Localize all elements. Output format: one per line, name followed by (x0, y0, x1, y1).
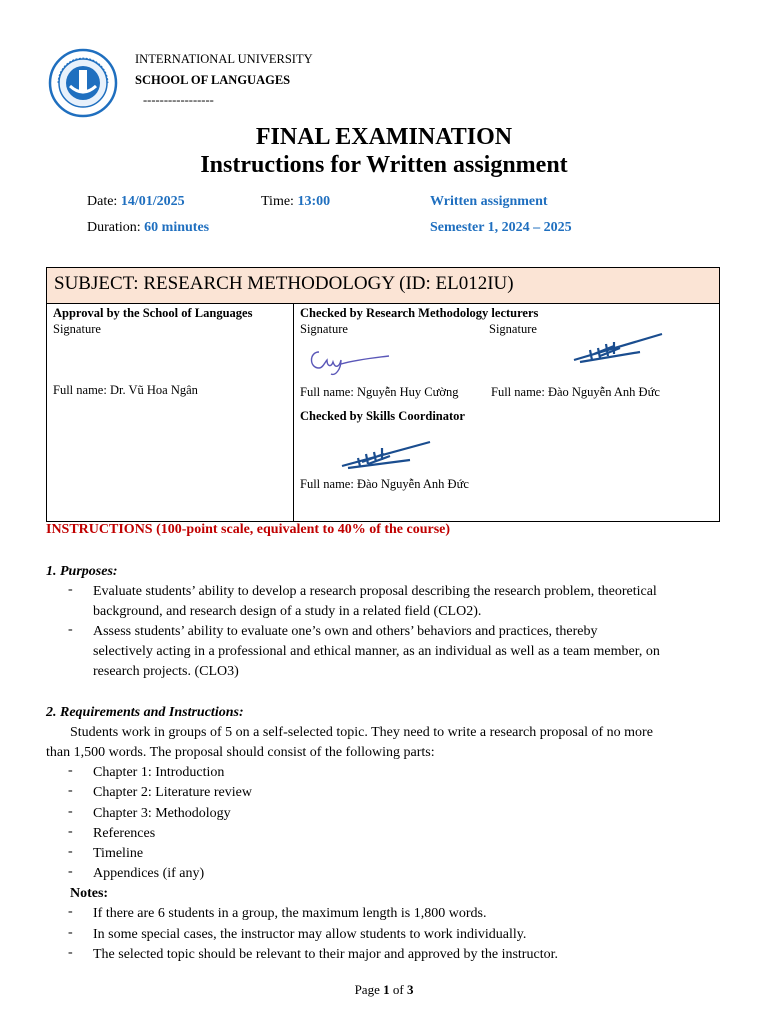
table-divider (293, 304, 294, 522)
part-bullet: - (68, 804, 73, 819)
page-number: 1 (383, 982, 390, 997)
subject-heading: SUBJECT: RESEARCH METHODOLOGY (ID: EL012IU) (46, 267, 720, 304)
purpose-2-line3: research projects. (CLO3) (93, 664, 239, 679)
purpose-2-line2: selectively acting in a professional and ethical manner, as an individual as well as a team member, on (93, 644, 660, 659)
university-logo (48, 48, 118, 118)
school-approval-heading: Approval by the School of Languages (53, 306, 253, 320)
lecturer2-fullname: Full name: Đào Nguyễn Anh Đức (491, 385, 660, 399)
page-word: Page (354, 982, 384, 997)
exam-date (87, 194, 185, 210)
exam-time (261, 194, 330, 210)
part-bullet: - (68, 783, 73, 798)
exam-title: FINAL EXAMINATION (255, 124, 513, 150)
purpose-bullet: - (68, 622, 73, 637)
part-item: Chapter 3: Methodology (93, 806, 231, 821)
instructions-heading: INSTRUCTIONS (100-point scale, equivalent to 40% of the course) (46, 522, 451, 537)
note-bullet: - (68, 925, 73, 940)
page-total: 3 (406, 982, 414, 997)
exam-duration (87, 220, 209, 236)
school-signature-label: Signature (53, 322, 101, 336)
coordinator-signature (338, 436, 433, 472)
time-value: 13:00 (297, 194, 331, 209)
time-label: Time: (261, 194, 298, 209)
coordinator-heading: Checked by Skills Coordinator (300, 409, 465, 423)
requirements-intro-line2: than 1,500 words. The proposal should consist of the following parts: (46, 745, 435, 760)
university-name: INTERNATIONAL UNIVERSITY (135, 52, 313, 66)
assignment-type: Written assignment (430, 194, 548, 209)
note-item: The selected topic should be relevant to their major and approved by the instructor. (93, 947, 558, 962)
lecturer1-fullname: Full name: Nguyễn Huy Cường (300, 385, 459, 399)
purposes-heading: 1. Purposes: (46, 564, 118, 579)
purpose-2-line1: Assess students’ ability to evaluate one’s own and others’ behaviors and practices, thereby (93, 624, 598, 639)
semester: Semester 1, 2024 – 2025 (430, 220, 572, 235)
school-fullname: Full name: Dr. Vũ Hoa Ngân (53, 383, 198, 397)
part-item: Appendices (if any) (93, 866, 205, 881)
note-item: In some special cases, the instructor may allow students to work individually. (93, 927, 527, 942)
date-label: Date: (87, 194, 121, 209)
note-bullet: - (68, 945, 73, 960)
part-item: Chapter 2: Literature review (93, 785, 252, 800)
purpose-bullet: - (68, 582, 73, 597)
part-bullet: - (68, 763, 73, 778)
date-value: 14/01/2025 (120, 194, 185, 209)
lecturers-heading: Checked by Research Methodology lecturers (300, 306, 539, 320)
duration-value: 60 minutes (144, 220, 210, 235)
header-separator: ----------------- (143, 93, 214, 107)
exam-subtitle: Instructions for Written assignment (200, 152, 568, 178)
purpose-1-line1: Evaluate students’ ability to develop a research proposal describing the research problem, theoretical (93, 584, 657, 599)
purpose-1-line2: background, and research design of a study in a related field (CLO2). (93, 604, 482, 619)
lecturer1-signature-label: Signature (300, 322, 348, 336)
school-name: SCHOOL OF LANGUAGES (135, 73, 291, 87)
lecturer2-signature-label: Signature (489, 322, 537, 336)
coordinator-fullname: Full name: Đào Nguyễn Anh Đức (300, 477, 469, 491)
requirements-intro-line1: Students work in groups of 5 on a self-selected topic. They need to write a research proposal of no more (70, 725, 653, 740)
note-item: If there are 6 students in a group, the maximum length is 1,800 words. (93, 906, 487, 921)
duration-label: Duration: (87, 220, 145, 235)
requirements-heading: 2. Requirements and Instructions: (46, 705, 244, 720)
note-bullet: - (68, 904, 73, 919)
notes-label: Notes: (70, 886, 109, 901)
part-bullet: - (68, 864, 73, 879)
lecturer1-signature (305, 346, 395, 378)
of-word: of (389, 982, 407, 997)
part-bullet: - (68, 844, 73, 859)
part-bullet: - (68, 824, 73, 839)
part-item: Timeline (93, 846, 144, 861)
page-footer (0, 982, 768, 998)
part-item: References (93, 826, 156, 841)
lecturer2-signature (570, 330, 665, 366)
part-item: Chapter 1: Introduction (93, 765, 225, 780)
